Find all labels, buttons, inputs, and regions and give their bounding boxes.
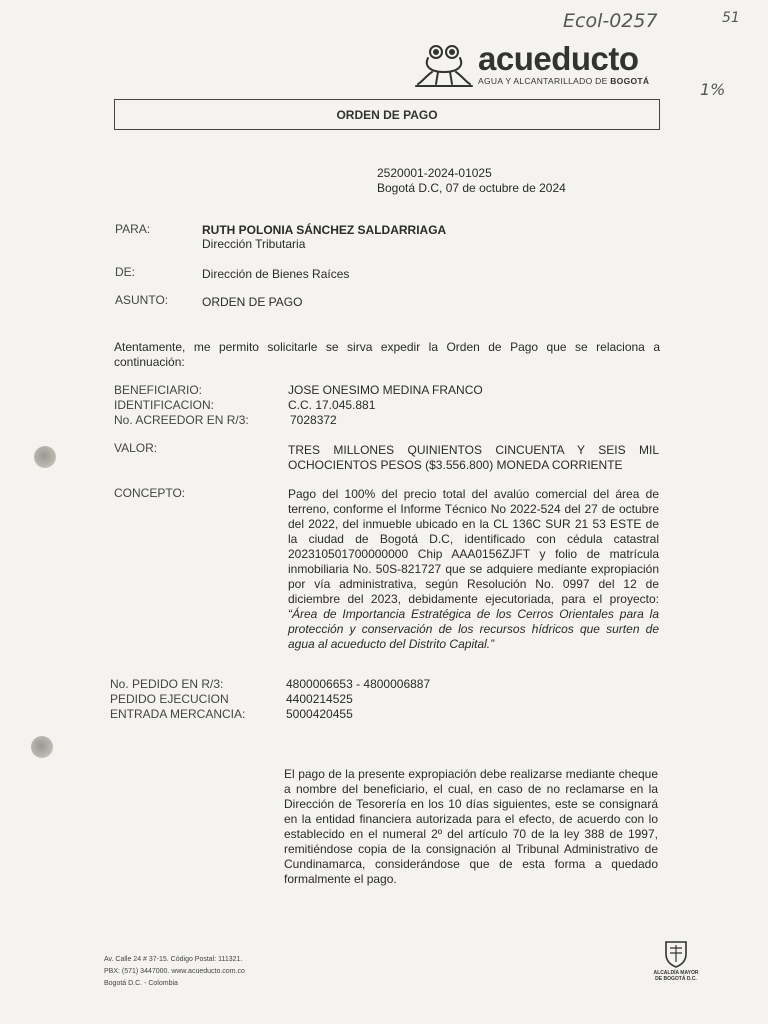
payment-note: El pago de la presente expropiación debe realizarse mediante cheque a nombre del beneficiario, el cual, en caso de no reclamarse en la Dirección de Tesorería en los 10 días siguientes, este se consignará en la entidad financiera autorizada para el efecto, de acuerdo con lo establecido en el numeral 2º del artículo 70 de la ley 388 de 1997, remitiéndose copia de la consignación al Tribunal Administrativo de Cundinamarca, considerándose que de esta forma a quedado formalmente el pago. xyxy=(284,767,658,886)
asunto-label: ASUNTO: xyxy=(115,293,169,307)
de-label: DE: xyxy=(115,265,136,279)
frog-logo-icon xyxy=(414,42,474,90)
concepto-text: Pago del 100% del precio total del avalúo comercial del área de terreno, conforme el Informe Técnico No 2022-524 del 27 de octubre del 2022, del inmueble ubicado en la CL 136C SUR 21 53 ESTE de la ciudad de Bogotá D.C, identificado con cédula catastral 202310501700000000 Chip AAA0156ZJFT y folio de matrícula inmobiliaria No. 50S-821727 que se adquiere mediante expropiación por vía administrativa, según Resolución No. 0997 del 12 de diciembre del 2023, debidamente ejecutoriada, para el proyecto: “Área de Importancia Estratégica de los Cerros Orientales para la protección y conservación de los recursos hídricos que surten de agua al acueducto del Distrito Capital.” xyxy=(288,487,659,651)
pedido-label: No. PEDIDO EN R/3: xyxy=(110,677,224,691)
para-label: PARA: xyxy=(115,222,151,236)
identificacion-value: C.C. 17.045.881 xyxy=(288,398,376,412)
handwritten-code: Ecol-0257 xyxy=(563,10,658,32)
valor-value: TRES MILLONES QUINIENTOS CINCUENTA Y SEIS MIL OCHOCIENTOS PESOS ($3.556.800) MONEDA CORRIENTE xyxy=(288,443,659,472)
para-dept: Dirección Tributaria xyxy=(202,237,306,251)
pedido-ejecucion-label: PEDIDO EJECUCION xyxy=(110,692,229,706)
footer-city: Bogotá D.C. - Colombia xyxy=(104,980,178,987)
pedido-ejecucion-value: 4400214525 xyxy=(286,692,353,706)
valor-label: VALOR: xyxy=(114,441,158,455)
beneficiario-value: JOSE ONESIMO MEDINA FRANCO xyxy=(288,383,483,397)
handwritten-mark: 1% xyxy=(700,80,726,99)
reference-date: Bogotá D.C, 07 de octubre de 2024 xyxy=(377,181,566,195)
bogota-seal-text: ALCALDÍA MAYOR DE BOGOTÁ D.C. xyxy=(653,970,699,982)
concepto-label: CONCEPTO: xyxy=(114,486,186,500)
de-value: Dirección de Bienes Raíces xyxy=(202,267,350,281)
intro-paragraph: Atentamente, me permito solicitarle se sirva expedir la Orden de Pago que se relaciona a continuación: xyxy=(114,340,660,369)
document-title-box xyxy=(114,99,660,130)
handwritten-page-number: 51 xyxy=(722,10,740,26)
acreedor-label: No. ACREEDOR EN R/3: xyxy=(114,413,249,427)
footer-phone: PBX: (571) 3447000. www.acueducto.com.co xyxy=(104,968,245,975)
pedido-value: 4800006653 - 4800006887 xyxy=(286,677,431,691)
entrada-mercancia-value: 5000420455 xyxy=(286,707,353,721)
bogota-shield-icon xyxy=(664,940,688,968)
logo-wordmark: acueducto xyxy=(478,40,639,77)
document-title: ORDEN DE PAGO xyxy=(336,107,438,122)
project-name: “Área de Importancia Estratégica de los Cerros Orientales para la protección y conservación de los recursos hídricos que surten de agua al acueducto del Distrito Capital.” xyxy=(288,607,659,651)
logo-subtitle: AGUA Y ALCANTARILLADO DE BOGOTÁ xyxy=(478,76,650,86)
reference-number: 2520001-2024-01025 xyxy=(377,166,492,180)
asunto-value: ORDEN DE PAGO xyxy=(202,295,303,309)
punch-hole-upper xyxy=(34,446,56,468)
footer-address: Av. Calle 24 # 37-15. Código Postal: 111321. xyxy=(104,956,243,963)
beneficiario-label: BENEFICIARIO: xyxy=(114,383,203,397)
identificacion-label: IDENTIFICACION: xyxy=(114,398,215,412)
entrada-mercancia-label: ENTRADA MERCANCIA: xyxy=(110,707,246,721)
punch-hole-lower xyxy=(31,736,53,758)
para-name: RUTH POLONIA SÁNCHEZ SALDARRIAGA xyxy=(202,223,447,237)
acreedor-value: 7028372 xyxy=(290,413,337,427)
